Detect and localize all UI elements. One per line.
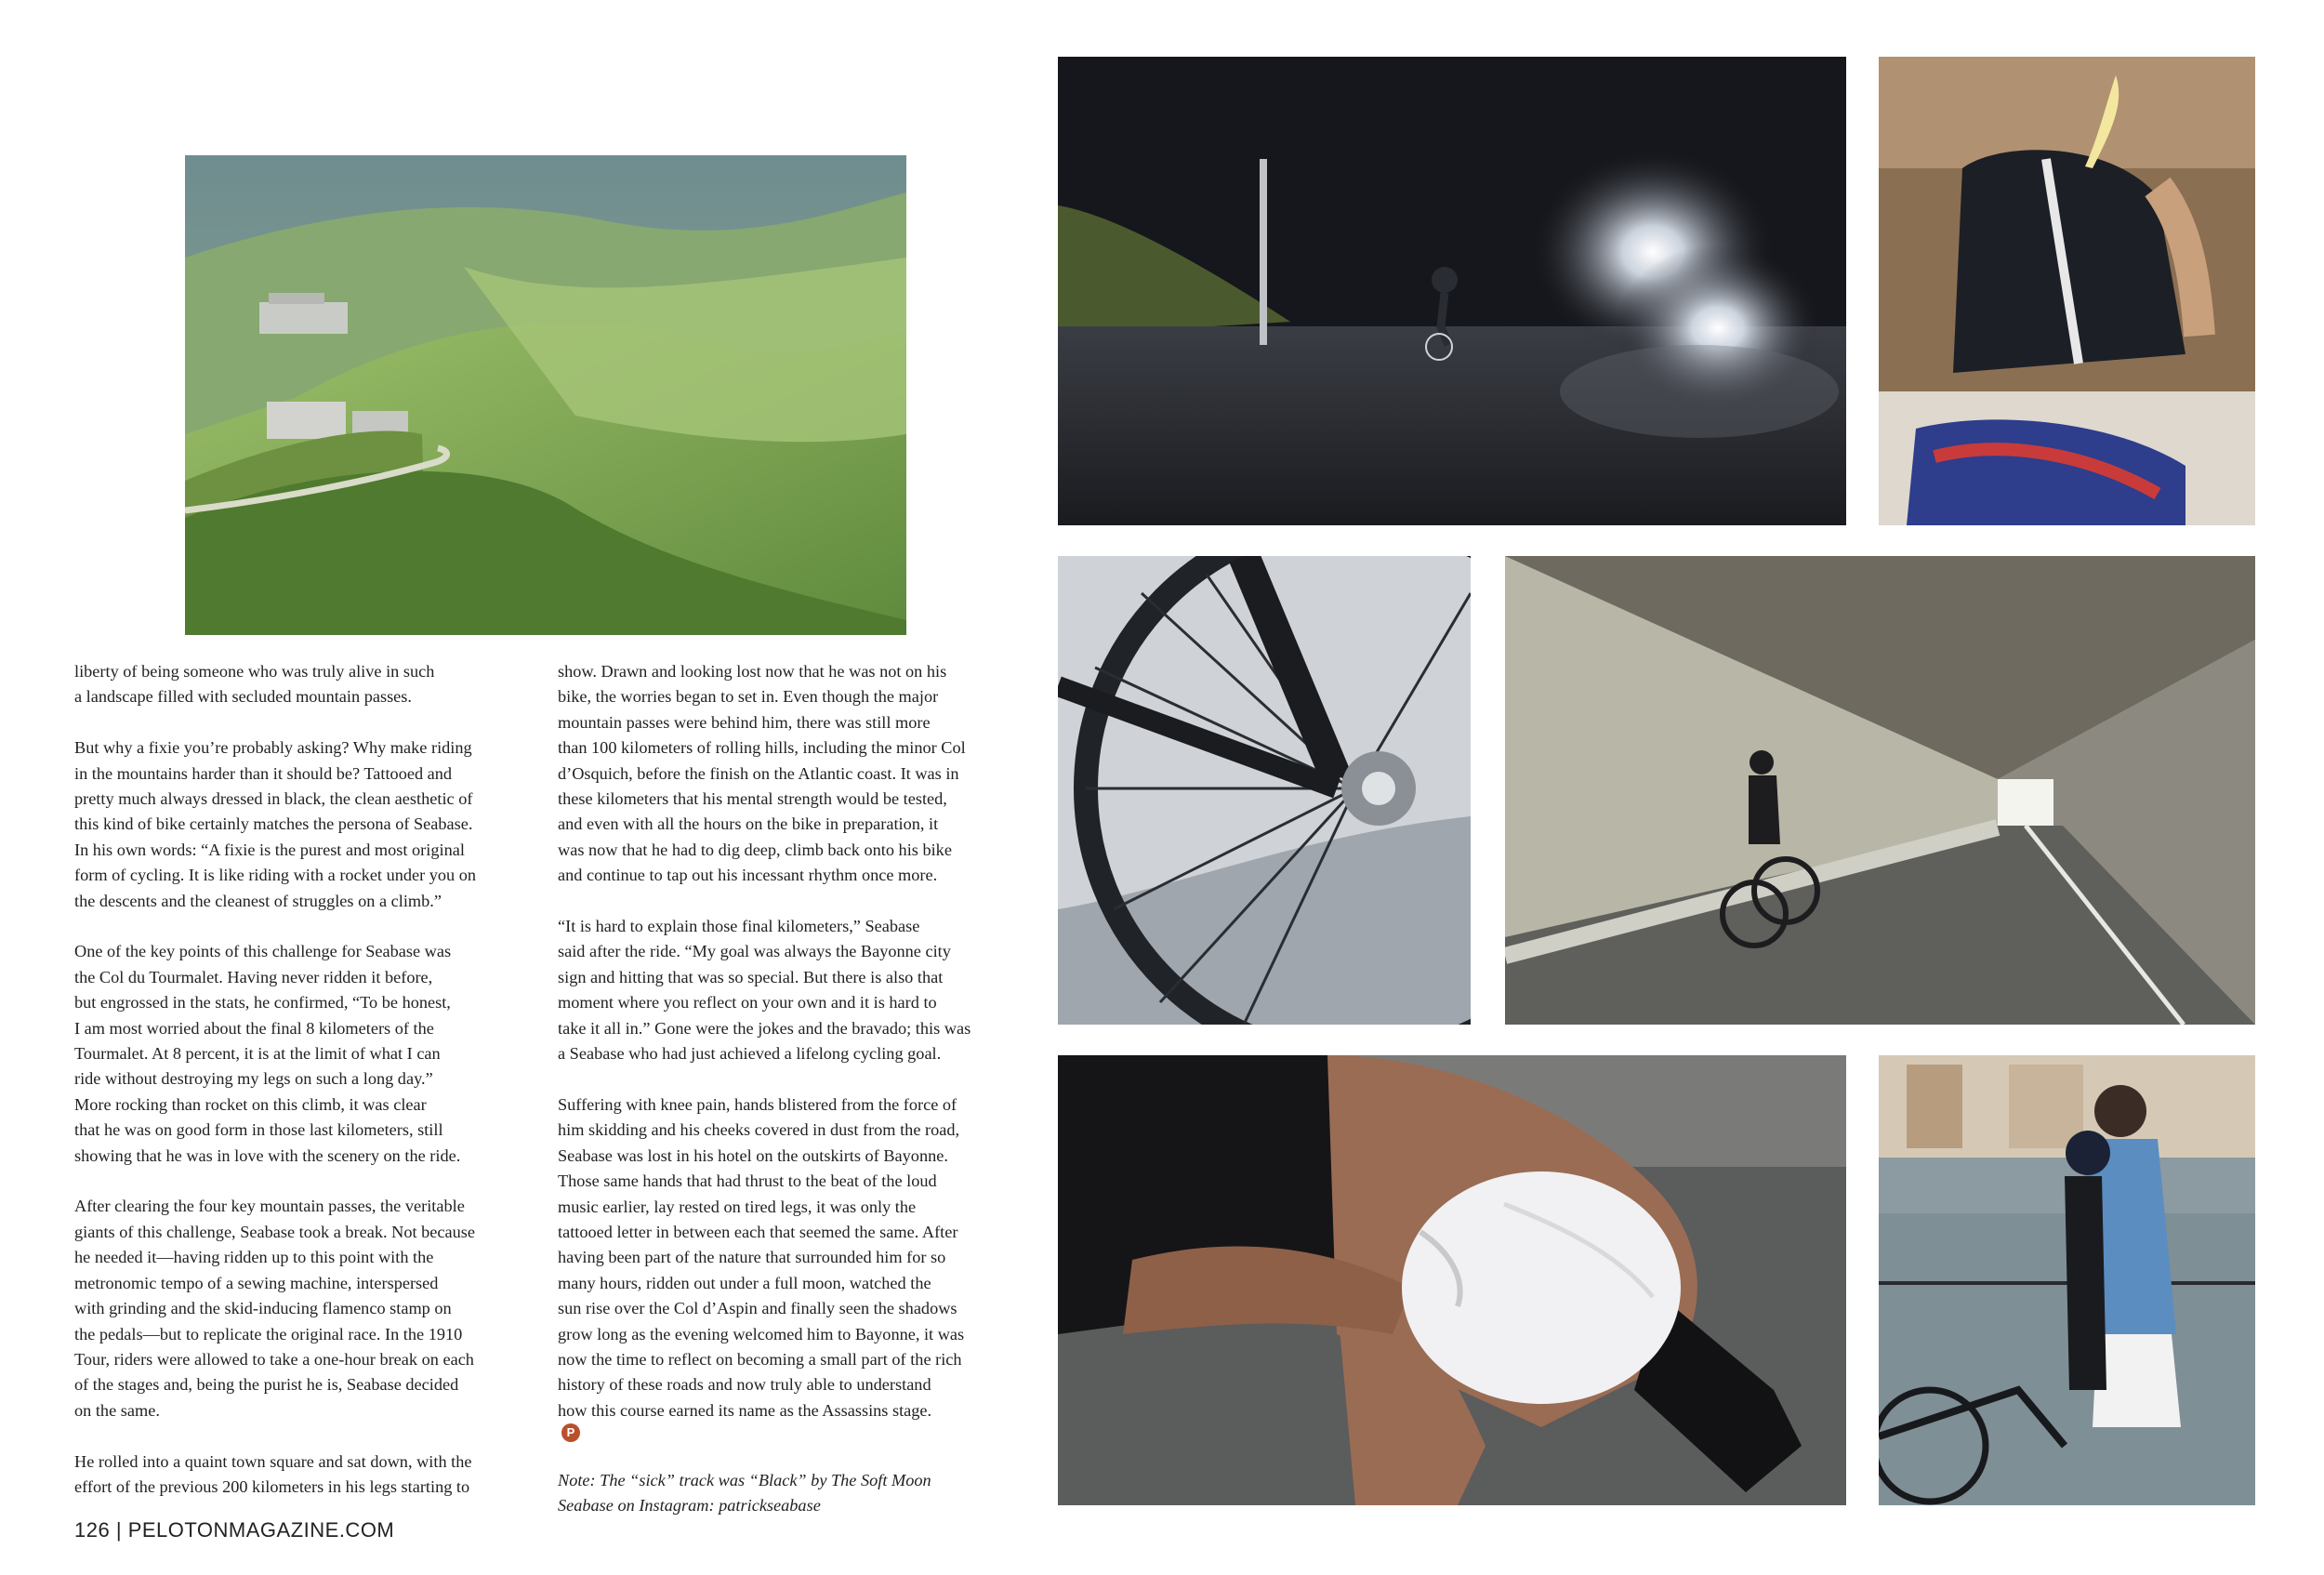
article-column-1 (74, 659, 476, 1526)
col2-paragraph: Suffering with knee pain, hands blistered from the force of him skidding and his cheeks covered in dust from the road, Seabase was lost in his hotel on the outskirts of Bayonne. Those same hands that had thrust to the beat of the loud music earlier, lay rested on tired legs, it was only the tattooed letter in between each that seemed the same. After having been part of the nature that surrounded him for so many hours, ridden out under a full moon, watched the sun rise over the Col d’Aspin and finally seen the shadows grow long as the evening welcomed him to Bayonne, it was now the time to reflect on becoming a small part of the rich history of these roads and now truly able to understand how this course earned its name as the Assassins stage. P (558, 1092, 971, 1442)
photo-banana (1879, 57, 2255, 525)
page-number: 126 (74, 1518, 111, 1542)
photo-night-lights (1058, 57, 1846, 525)
article-note (558, 1468, 971, 1519)
page-footer (74, 1518, 394, 1542)
col1-paragraph: He rolled into a quaint town square and sat down, with the effort of the previous 200 kilometers in his legs starting to (74, 1451, 472, 1496)
col1-paragraph: But why a fixie you’re probably asking? Why make riding in the mountains harder than it should be? Tattooed and pretty much always dressed in black, the clean aesthetic of this kind of bike certainly matches the persona of Seabase. In his own words: “A fixie is the purest and most original form of cycling. It is like riding with a rocket under you on the descents and the cleanest of struggles on a climb.” (74, 738, 477, 910)
end-mark-icon: P (561, 1423, 580, 1442)
footer-separator: | (115, 1518, 123, 1542)
photo-embrace (1879, 1055, 2255, 1505)
note-instagram: Seabase on Instagram: patrickseabase (558, 1495, 821, 1515)
note-track: Note: The “sick” track was “Black” by The Soft Moon (558, 1470, 931, 1489)
col1-paragraph: After clearing the four key mountain passes, the veritable giants of this challenge, Seabase took a break. Not because he needed it—having ridden up to this point with the metronomic tempo of a sewing machine, interspersed with grinding and the skid-inducing flamenco stamp on the pedals—but to replicate the original race. In the 1910 Tour, riders were allowed to take a one-hour break on each of the stages and, being the purist he is, Seabase decided on the same. (74, 1197, 475, 1420)
col1-paragraph: One of the key points of this challenge for Seabase was the Col du Tourmalet. Having never ridden it before, but engrossed in the stats, he confirmed, “To be honest, I am most worried about the final 8 kilometers of the Tourmalet. At 8 percent, it is at the limit of what I can ride without destroying my legs on such a long day.” More rocking than rocket on this climb, it was clear that he was on good form in those last kilometers, still showing that he was in love with the scenery on the ride. (74, 942, 461, 1165)
photo-rear-wheel (1058, 556, 1471, 1025)
photo-tunnel (1505, 556, 2255, 1025)
footer-site: PELOTONMAGAZINE.COM (127, 1518, 395, 1542)
article-column-2 (558, 659, 971, 1544)
photo-ice-knee (1058, 1055, 1846, 1505)
col2-paragraph: “It is hard to explain those final kilometers,” Seabase said after the ride. “My goal was always the Bayonne city sign and hitting that was so special. But there is also that moment where you reflect on your own and it is hard to take it all in.” Gone were the jokes and the bravado; this was a Seabase who had just achieved a lifelong cycling goal. (558, 917, 971, 1064)
col1-paragraph: liberty of being someone who was truly alive in such a landscape filled with secluded mountain passes. (74, 662, 435, 707)
photo-mountain-road (185, 155, 906, 635)
col2-paragraph: show. Drawn and looking lost now that he was not on his bike, the worries began to set in. Even though the major mountain passes were behind him, there was still more than 100 kilometers of rolling hills, including the minor Col d’Osquich, before the finish on the Atlantic coast. It was in these kilometers that his mental strength would be tested, and even with all the hours on the bike in preparation, it was now that he had to dig deep, climb back onto his bike and continue to tap out his incessant rhythm once more. (558, 662, 966, 885)
